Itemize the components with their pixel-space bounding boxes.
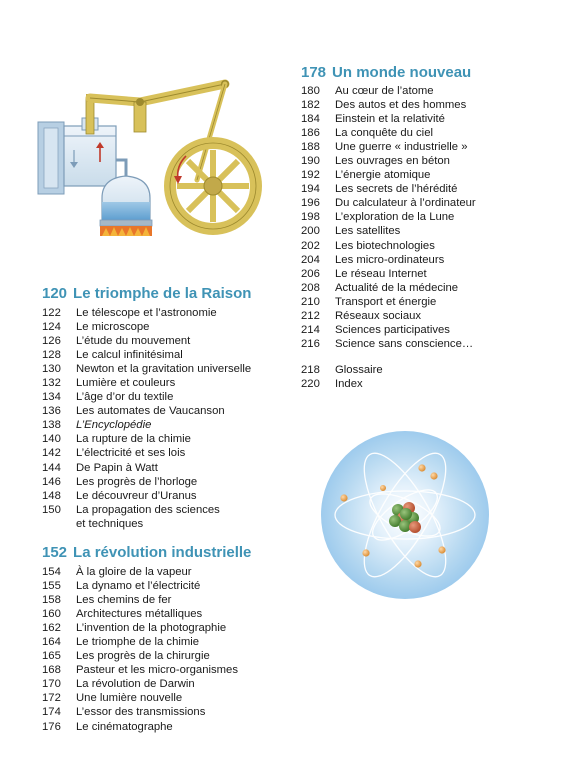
toc-entry[interactable] — [42, 677, 251, 691]
toc-entry[interactable] — [42, 649, 251, 663]
toc-entry[interactable] — [42, 334, 251, 348]
toc-entry[interactable] — [42, 720, 251, 734]
page-number: 220 — [301, 377, 320, 390]
toc-entry[interactable] — [42, 691, 251, 705]
page-number: 188 — [301, 141, 320, 154]
page-number: 212 — [301, 309, 320, 322]
section-title — [301, 64, 476, 82]
entry-title: Le cinématographe — [76, 720, 173, 733]
page-number: 148 — [42, 489, 61, 502]
entry-title: L’étude du mouvement — [76, 335, 191, 348]
appendix-list — [301, 363, 476, 391]
page-number: 186 — [301, 127, 320, 140]
toc-entry[interactable] — [42, 565, 251, 579]
toc-entry[interactable] — [42, 461, 251, 475]
toc-entry[interactable] — [301, 281, 476, 295]
entry-title: Les ouvrages en béton — [335, 155, 450, 168]
entry-title: Les automates de Vaucanson — [76, 405, 225, 418]
toc-entry[interactable] — [42, 635, 251, 649]
toc-entry[interactable] — [42, 579, 251, 593]
entry-title: Lumière et couleurs — [76, 377, 176, 390]
toc-entry[interactable] — [301, 309, 476, 323]
toc-entry[interactable] — [42, 306, 251, 320]
section-raison — [42, 285, 251, 531]
entry-title: La révolution de Darwin — [76, 678, 195, 691]
toc-entry[interactable] — [42, 489, 251, 503]
section-title — [42, 544, 251, 562]
page-number: 162 — [42, 622, 61, 635]
page-number: 202 — [301, 239, 320, 252]
entry-title: Architectures métalliques — [76, 608, 203, 621]
entry-title: Le triomphe de la chimie — [76, 636, 200, 649]
entry-title-line2: et techniques — [76, 517, 144, 530]
entry-title: Une guerre « industrielle » — [335, 141, 468, 154]
entry-title: À la gloire de la vapeur — [76, 566, 192, 578]
page-number: 122 — [42, 307, 61, 319]
entry-title: Les secrets de l’hérédité — [335, 183, 458, 196]
entry-title: L’énergie atomique — [335, 169, 431, 182]
entry-title: Le réseau Internet — [335, 267, 427, 280]
toc-entry[interactable] — [42, 320, 251, 334]
toc-entry[interactable] — [42, 390, 251, 404]
section-monde — [301, 64, 476, 391]
entry-title: Index — [335, 377, 363, 390]
section-number: 120 — [42, 285, 68, 302]
atom-illustration — [320, 430, 490, 600]
entry-title: La conquête du ciel — [335, 127, 433, 140]
page-number: 164 — [42, 636, 61, 649]
page-number: 216 — [301, 337, 320, 350]
entry-title: Les biotechnologies — [335, 239, 435, 252]
toc-entry[interactable] — [301, 337, 476, 351]
entry-title: Actualité de la médecine — [335, 281, 459, 294]
page-number: 190 — [301, 155, 320, 168]
entry-title — [76, 503, 220, 531]
page-number: 204 — [301, 253, 320, 266]
entry-title: Pasteur et les micro-organismes — [76, 664, 238, 677]
entry-title: Sciences participatives — [335, 323, 450, 336]
toc-entry[interactable] — [301, 377, 476, 391]
page-number: 180 — [301, 85, 320, 97]
entry-title: Une lumière nouvelle — [76, 692, 183, 705]
page-number: 142 — [42, 447, 61, 460]
page-number: 196 — [301, 197, 320, 210]
page-number: 198 — [301, 211, 320, 224]
page-number: 128 — [42, 349, 61, 362]
page-number: 182 — [301, 99, 320, 112]
toc-entry[interactable] — [301, 154, 476, 168]
toc-entry[interactable] — [301, 84, 476, 98]
entry-title: Einstein et la relativité — [335, 113, 445, 126]
entry-title: Les progrès de la chirurgie — [76, 650, 210, 663]
entry-title: La rupture de la chimie — [76, 433, 191, 446]
entry-title: L’Encyclopédie — [76, 419, 152, 432]
toc-entry[interactable] — [42, 593, 251, 607]
entry-title: Glossaire — [335, 363, 383, 376]
page-number: 176 — [42, 720, 61, 733]
toc-entry[interactable] — [301, 253, 476, 267]
toc-entry[interactable] — [42, 663, 251, 677]
toc-entry[interactable] — [301, 126, 476, 140]
section-heading: Un monde nouveau — [332, 64, 472, 81]
toc-entry[interactable] — [301, 196, 476, 210]
steam-engine-illustration — [30, 70, 280, 255]
page-number: 140 — [42, 433, 61, 446]
page-number: 132 — [42, 377, 61, 390]
toc-entry[interactable] — [301, 112, 476, 126]
page-number: 144 — [42, 461, 61, 474]
page-number: 206 — [301, 267, 320, 280]
entry-title: Le calcul infinitésimal — [76, 349, 183, 362]
toc-entry[interactable] — [301, 224, 476, 238]
entry-title: La dynamo et l’électricité — [76, 580, 201, 593]
page-number: 160 — [42, 608, 61, 621]
entry-title: Science sans conscience… — [335, 337, 474, 350]
page-number: 194 — [301, 183, 320, 196]
entry-title: Réseaux sociaux — [335, 309, 422, 322]
page-number: 130 — [42, 363, 61, 376]
page-number: 150 — [42, 503, 61, 516]
entry-title: Les chemins de fer — [76, 594, 172, 607]
toc-entry[interactable] — [301, 295, 476, 309]
section-heading: La révolution industrielle — [73, 544, 252, 561]
toc-entry[interactable] — [42, 348, 251, 362]
entry-title: Transport et énergie — [335, 295, 437, 308]
toc-entry[interactable] — [301, 239, 476, 253]
page-number: 218 — [301, 363, 320, 376]
page-number: 174 — [42, 706, 61, 719]
entry-title: Les micro-ordinateurs — [335, 253, 445, 266]
entry-title: L’âge d’or du textile — [76, 391, 174, 404]
toc-list — [42, 565, 251, 734]
toc-entry[interactable] — [42, 376, 251, 390]
page-number: 214 — [301, 323, 320, 336]
page-number: 124 — [42, 321, 61, 334]
toc-entry[interactable] — [42, 621, 251, 635]
entry-title: Des autos et des hommes — [335, 99, 467, 112]
toc-entry[interactable] — [301, 98, 476, 112]
toc-entry[interactable] — [42, 503, 251, 531]
toc-entry[interactable] — [42, 607, 251, 621]
page-number: 134 — [42, 391, 61, 404]
page-number: 155 — [42, 580, 61, 593]
page-number: 172 — [42, 692, 61, 705]
entry-title: Le découvreur d’Uranus — [76, 489, 197, 502]
entry-title-line1: La propagation des sciences — [76, 503, 220, 516]
entry-title: L’exploration de la Lune — [335, 211, 455, 224]
page-number: 138 — [42, 419, 61, 432]
page-number: 136 — [42, 405, 61, 418]
section-heading: Le triomphe de la Raison — [73, 285, 252, 302]
entry-title: L’invention de la photographie — [76, 622, 227, 635]
toc-list — [301, 84, 476, 351]
toc-entry[interactable] — [301, 182, 476, 196]
section-industrielle — [42, 544, 251, 734]
page-number: 208 — [301, 281, 320, 294]
toc-entry[interactable] — [301, 210, 476, 224]
entry-title: Le télescope et l’astronomie — [76, 307, 217, 319]
section-number: 152 — [42, 544, 68, 561]
page-number: 126 — [42, 335, 61, 348]
entry-title: L’électricité et ses lois — [76, 447, 186, 460]
toc-entry[interactable] — [42, 705, 251, 719]
entry-title: Newton et la gravitation universelle — [76, 363, 252, 376]
page-number: 146 — [42, 475, 61, 488]
toc-list — [42, 306, 251, 531]
page-number: 165 — [42, 650, 61, 663]
section-title — [42, 285, 251, 303]
toc-entry[interactable] — [301, 323, 476, 337]
toc-entry[interactable] — [42, 418, 251, 432]
toc-entry[interactable] — [42, 362, 251, 376]
entry-title: Du calculateur à l’ordinateur — [335, 197, 476, 210]
toc-entry[interactable] — [42, 432, 251, 446]
toc-entry[interactable] — [301, 267, 476, 281]
toc-entry[interactable] — [42, 475, 251, 489]
entry-title: Les satellites — [335, 225, 401, 238]
page-number: 170 — [42, 678, 61, 691]
entry-title: Les progrès de l’horloge — [76, 475, 198, 488]
entry-title: L’essor des transmissions — [76, 706, 206, 719]
toc-entry[interactable] — [301, 140, 476, 154]
entry-title: Au cœur de l’atome — [335, 85, 434, 97]
page-number: 184 — [301, 113, 320, 126]
page-number: 168 — [42, 664, 61, 677]
page-number: 192 — [301, 169, 320, 182]
toc-entry[interactable] — [42, 404, 251, 418]
toc-entry[interactable] — [301, 363, 476, 377]
toc-entry[interactable] — [301, 168, 476, 182]
page-number: 154 — [42, 566, 61, 578]
page-number: 158 — [42, 594, 61, 607]
toc-entry[interactable] — [42, 446, 251, 460]
section-number: 178 — [301, 64, 327, 81]
entry-title: Le microscope — [76, 321, 150, 334]
page-number: 210 — [301, 295, 320, 308]
entry-title: De Papin à Watt — [76, 461, 158, 474]
page-number: 200 — [301, 225, 320, 238]
